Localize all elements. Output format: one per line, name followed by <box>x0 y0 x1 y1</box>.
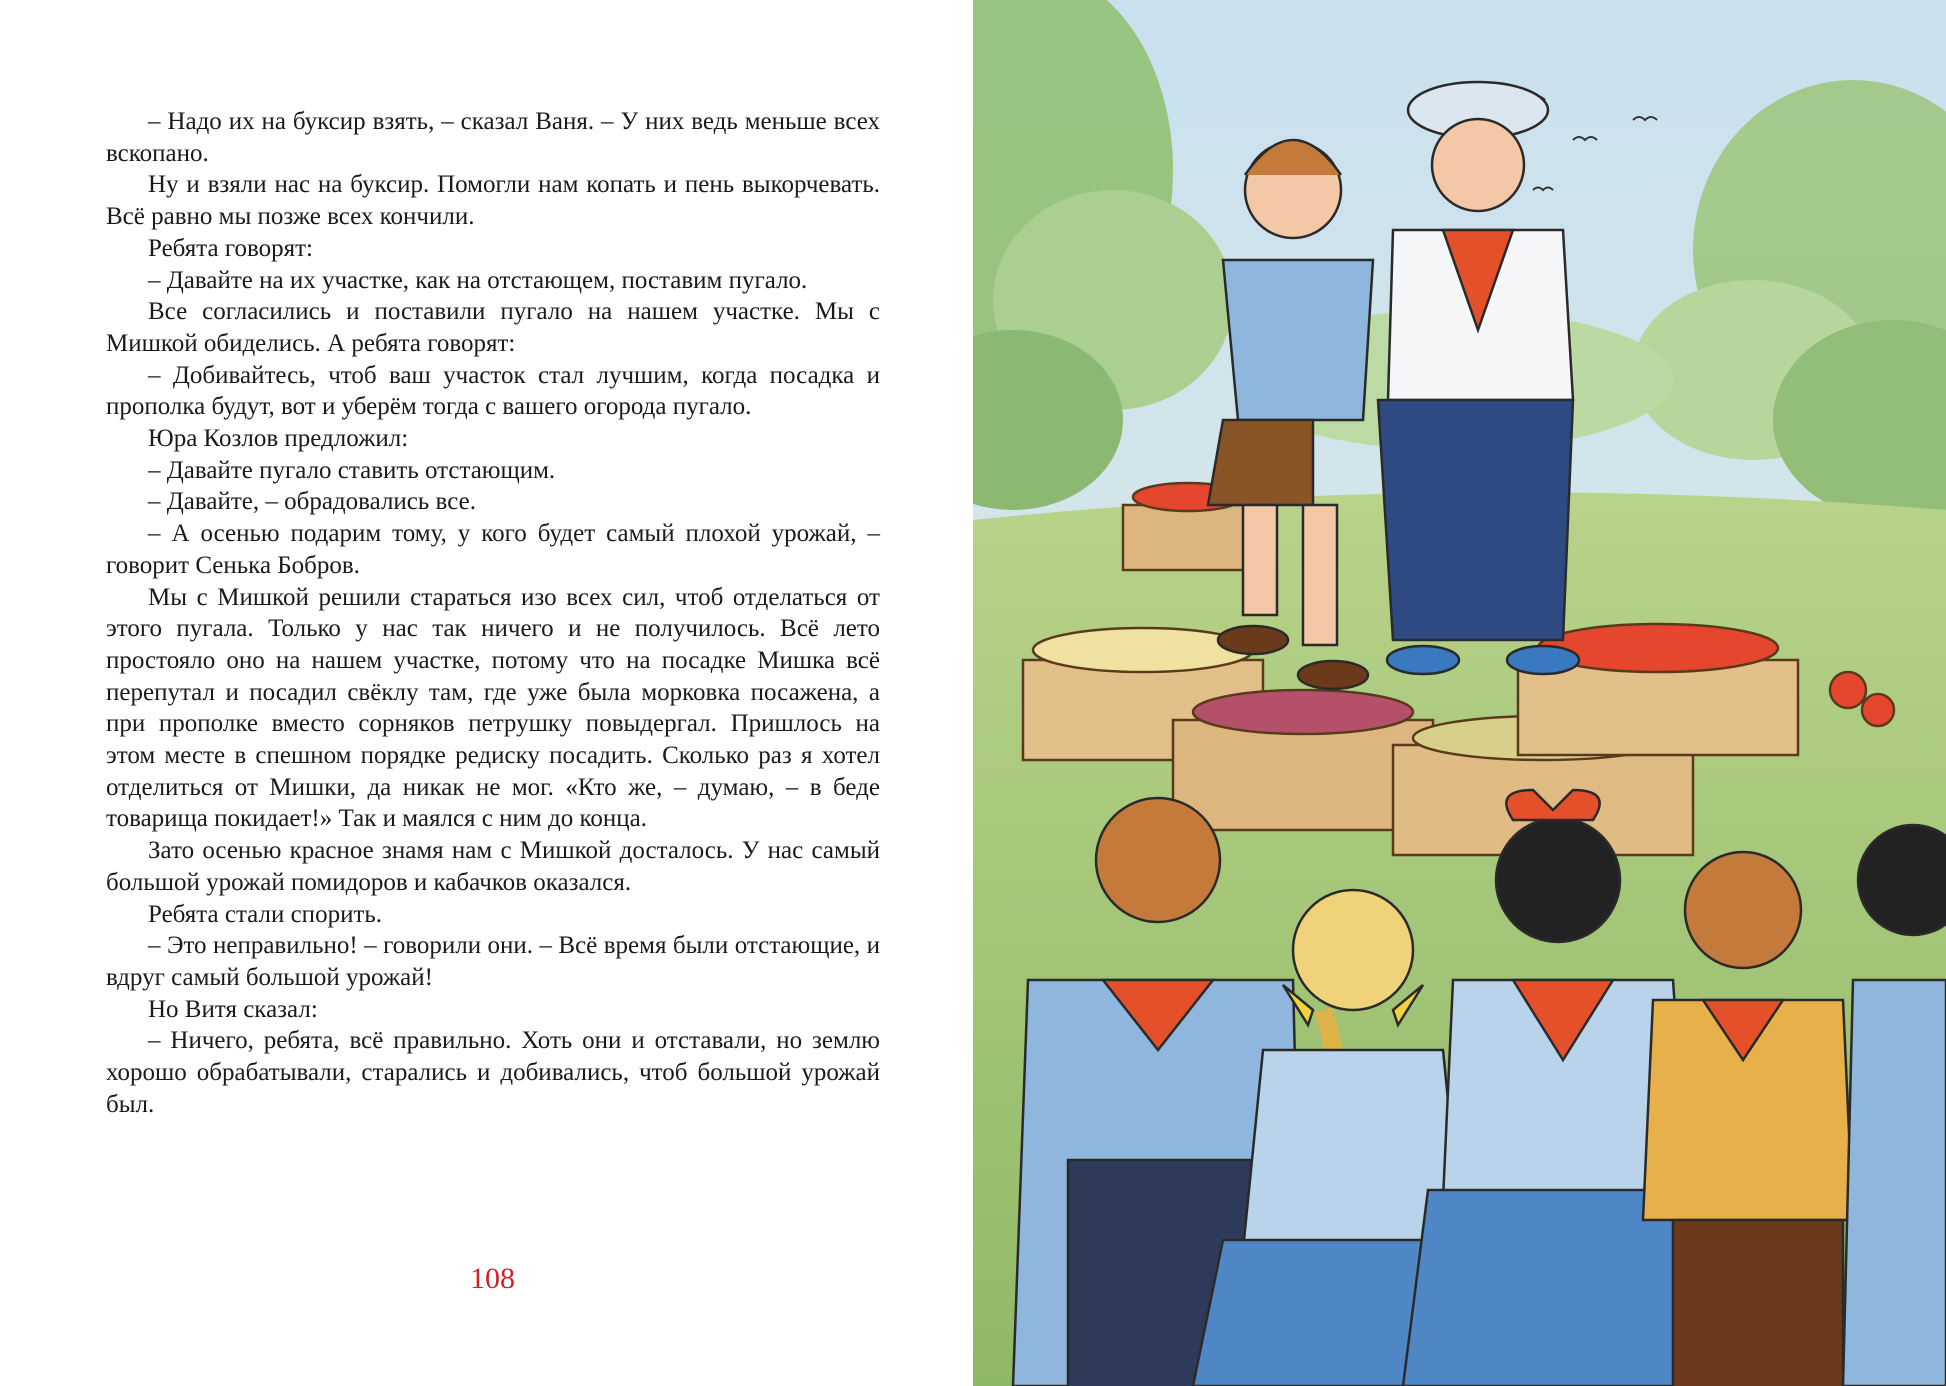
paragraph: – Надо их на буксир взять, – сказал Ваня. – У них ведь меньше всех вскопано. <box>106 108 880 167</box>
paragraph: – Давайте на их участке, как на отстающем, поставим пугало. <box>148 266 808 294</box>
paragraph: – А осенью подарим тому, у кого будет самый плохой урожай, – говорит Сенька Бобров. <box>106 520 880 579</box>
paragraph: – Ничего, ребята, всё правильно. Хоть они и отставали, но землю хорошо обрабатывали, старались и добивались, чтоб большой урожай был. <box>106 1027 880 1118</box>
paragraph: – Добивайтесь, чтоб ваш участок стал лучшим, когда посадка и прополка будут, вот и уберём тогда с вашего огорода пугало. <box>106 361 880 421</box>
paragraph: Ну и взяли нас на буксир. Помогли нам копать и пень выкорчевать. Всё равно мы позже всех кончили. <box>106 171 880 231</box>
paragraph: Зато осенью красное знамя нам с Мишкой досталось. У нас самый большой урожай помидоров и кабачков оказался. <box>106 837 880 896</box>
watercolor-illustration <box>973 0 1946 1386</box>
paragraph: Но Витя сказал: <box>148 995 318 1023</box>
paragraph: – Давайте, – обрадовались все. <box>148 488 476 516</box>
right-page-illustration <box>973 0 1946 1386</box>
paragraph: Мы с Мишкой решили стараться изо всех сил, чтоб отделаться от этого пугала. Только у нас так ничего и не получилось. Всё лето простояло оно на нашем участке, потому что на посадке Мишка всё перепутал и посадил свёклу там, где уже была морковка посажена, а при прополке вместо сорняков петрушку повыдергал. Пришлось на этом месте в спешном порядке редиску посадить. Сколько раз я хотел отделиться от Мишки, да никак не мог. «Кто же, – думаю, – в беде товарища покидает!» Так и маялся с ним до конца. <box>106 583 880 833</box>
paragraph: – Давайте пугало ставить отстающим. <box>148 456 556 484</box>
paragraph: – Это неправильно! – говорили они. – Всё время были отстающие, и вдруг самый большой урожай! <box>106 932 880 991</box>
page-number: 108 <box>470 1262 515 1295</box>
paragraph: Ребята говорят: <box>148 234 313 262</box>
paragraph: Ребята стали спорить. <box>148 900 383 928</box>
paragraph: Все согласились и поставили пугало на нашем участке. Мы с Мишкой обиделись. А ребята говорят: <box>106 298 880 357</box>
paragraph: Юра Козлов предложил: <box>148 425 409 453</box>
story-text <box>106 106 880 1121</box>
